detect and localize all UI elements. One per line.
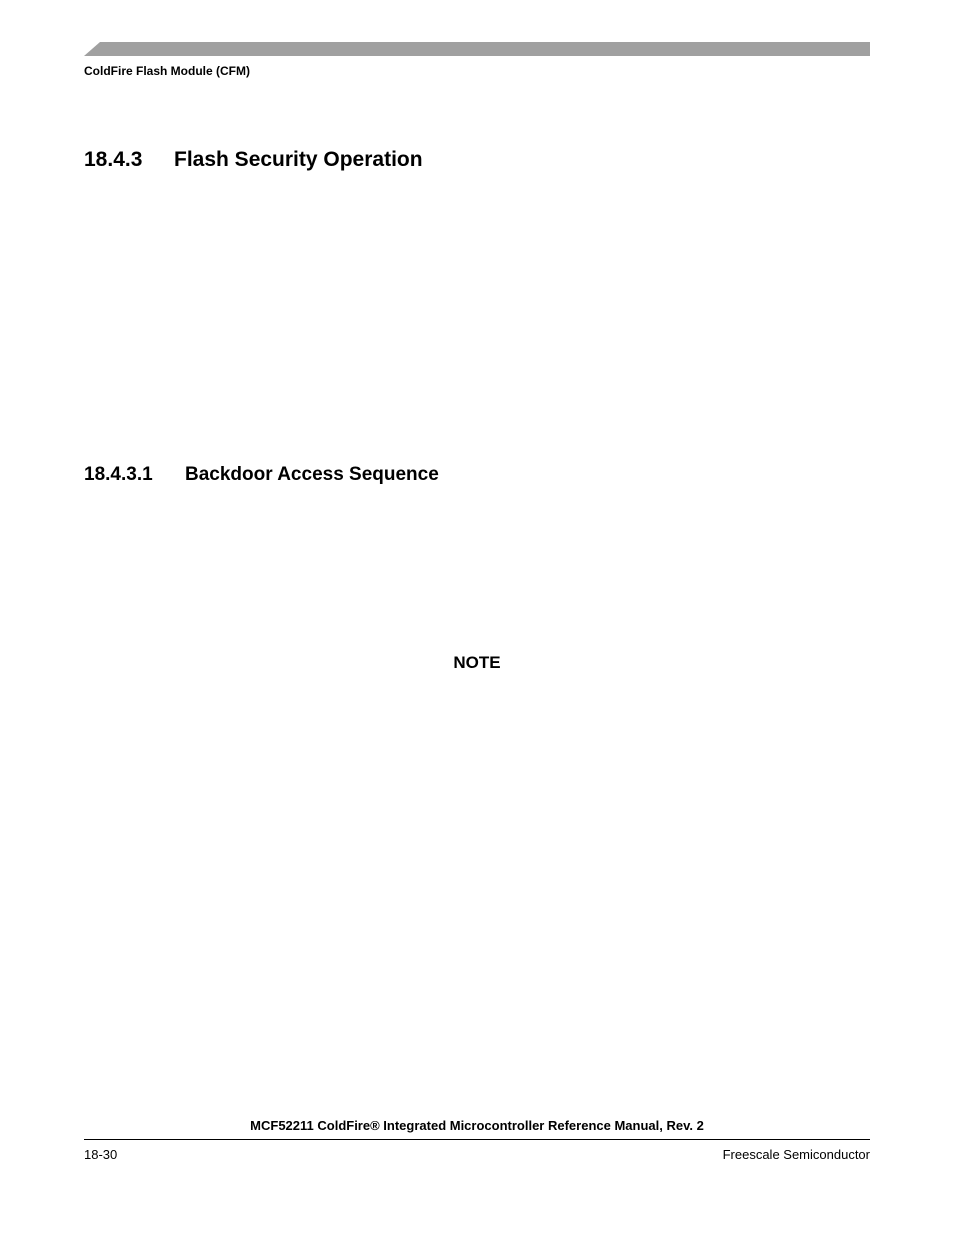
- section-number: 18.4.3: [84, 148, 143, 171]
- note-label: NOTE: [453, 653, 501, 672]
- running-head: ColdFire Flash Module (CFM): [84, 64, 250, 78]
- section-number: 18.4.3.1: [84, 464, 153, 485]
- header-bar-polygon: [84, 42, 870, 56]
- footer-manual-title: MCF52211 ColdFire® Integrated Microcontroller Reference Manual, Rev. 2: [250, 1118, 704, 1133]
- section-heading-backdoor-access-sequence: [84, 464, 439, 486]
- header-bar-shape: [84, 42, 870, 56]
- section-title: Flash Security Operation: [174, 148, 423, 171]
- header-decorative-bar: [84, 42, 870, 56]
- footer-divider: [84, 1139, 870, 1140]
- footer-publisher: Freescale Semiconductor: [722, 1147, 870, 1162]
- section-title: Backdoor Access Sequence: [185, 464, 439, 485]
- page-number: 18-30: [84, 1147, 118, 1162]
- section-heading-flash-security-operation: [84, 148, 423, 172]
